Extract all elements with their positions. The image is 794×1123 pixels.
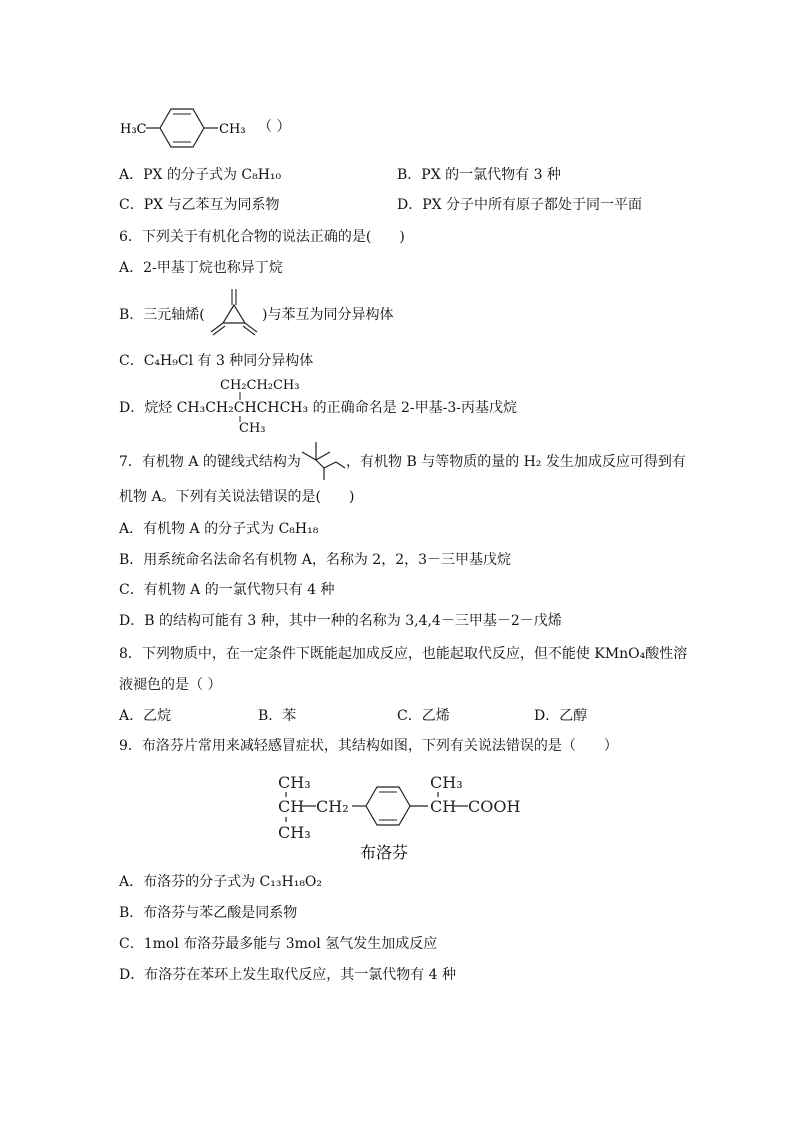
q5-option-d: D．PX 分子中所有原子都处于同一平面 — [397, 197, 643, 213]
ibu-ch-right: CH — [430, 797, 457, 816]
px-h3c-label: H₃C — [120, 122, 147, 137]
q7-option-a: A．有机物 A 的分子式为 C₈H₁₈ — [119, 521, 319, 537]
q7-skeletal-structure — [300, 438, 348, 482]
q5-option-c: C．PX 与乙苯互为同系物 — [119, 197, 280, 213]
q8-stem-line2: 液褪色的是（ ） — [119, 677, 222, 693]
radialene-structure — [206, 287, 262, 337]
q7-stem-line2: 机物 A。下列有关说法错误的是( ) — [119, 489, 355, 505]
q9-option-b: B．布洛芬与苯乙酸是同系物 — [119, 905, 298, 921]
q6-option-d: D．烷烃 CH₃CH₂CHCHCH₃ 的正确命名是 2-甲基-3-丙基戊烷 — [119, 400, 518, 416]
q7-option-d: D．B 的结构可能有 3 种，其中一种的名称为 3,4,4－三甲基－2－戊烯 — [119, 613, 562, 629]
q8-option-d: D．乙醇 — [534, 708, 588, 724]
q9-stem: 9．布洛芬片常用来减轻感冒症状，其结构如图，下列有关说法错误的是（ ） — [119, 738, 618, 754]
q6-stem: 6．下列关于有机化合物的说法正确的是( ) — [119, 229, 405, 245]
ibu-ch2: CH₂ — [316, 797, 349, 816]
q8-option-b: B．苯 — [258, 708, 297, 724]
q6-option-d-top: CH₂CH₂CH₃ — [220, 378, 300, 393]
ibu-ch: CH — [278, 797, 305, 816]
q7-stem-pre: 7．有机物 A 的键线式结构为 — [119, 454, 301, 470]
benzene-ring-icon — [160, 109, 204, 147]
q5-option-b: B．PX 的一氯代物有 3 种 — [397, 167, 561, 183]
q6-option-a: A．2-甲基丁烷也称异丁烷 — [119, 260, 283, 276]
ibu-ch3-right: CH₃ — [430, 773, 463, 792]
ibu-benzene-ring-icon — [366, 787, 410, 825]
q7-stem-post: ，有机物 B 与等物质的量的 H₂ 发生加成反应可得到有 — [346, 454, 686, 470]
q7-option-c: C．有机物 A 的一氯代物只有 4 种 — [119, 582, 335, 598]
q6-option-b-post: )与苯互为同分异构体 — [262, 307, 394, 323]
q8-stem-line1: 8．下列物质中，在一定条件下既能起加成反应，也能起取代反应，但不能使 KMnO₄酸性溶 — [119, 646, 688, 662]
q5-paren: （ ） — [258, 119, 291, 135]
q6-option-b-pre: B．三元轴烯( — [119, 307, 205, 323]
q7-option-b: B．用系统命名法命名有机物 A，名称为 2，2，3－三甲基戊烷 — [119, 552, 512, 568]
q6-option-c: C．C₄H₉Cl 有 3 种同分异构体 — [119, 353, 314, 369]
ibuprofen-structure — [278, 768, 528, 868]
q9-option-d: D．布洛芬在苯环上发生取代反应，其一氯代物有 4 种 — [119, 967, 457, 983]
px-ch3-label: CH₃ — [219, 122, 246, 137]
q8-option-c: C．乙烯 — [397, 708, 450, 724]
ibu-cooh: COOH — [468, 797, 521, 816]
q6-option-d-bottom: CH₃ — [239, 421, 266, 436]
q6-d-bonds — [236, 392, 248, 422]
q9-option-c: C．1mol 布洛芬最多能与 3mol 氢气发生加成反应 — [119, 936, 438, 952]
q9-option-a: A．布洛芬的分子式为 C₁₃H₁₈O₂ — [119, 874, 323, 890]
q5-option-a: A．PX 的分子式为 C₈H₁₀ — [119, 167, 282, 183]
q8-option-a: A．乙烷 — [119, 708, 172, 724]
ibu-caption: 布洛芬 — [360, 843, 409, 862]
ibu-ch3-top: CH₃ — [278, 773, 311, 792]
ibu-ch3-bottom: CH₃ — [278, 823, 311, 842]
